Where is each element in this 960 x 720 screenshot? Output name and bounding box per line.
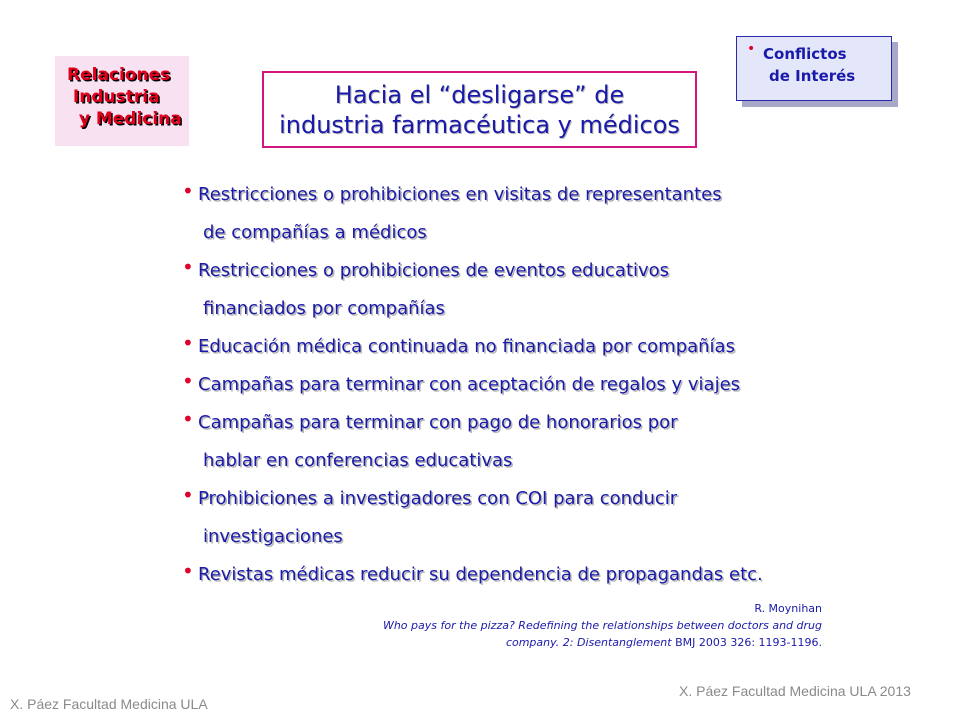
bullet-icon: •	[182, 255, 194, 279]
reference	[202, 600, 822, 651]
list-item-text: financiados por compañías	[203, 298, 445, 319]
list-item-text: Restricciones o prohibiciones en visitas de representantes	[198, 184, 722, 205]
slide-title	[264, 80, 695, 140]
list-item-text: Restricciones o prohibiciones de eventos educativos	[198, 260, 670, 281]
reference-title: Who pays for the pizza? Redefining the relationships between doctors and drug	[382, 619, 822, 632]
list-item	[182, 176, 882, 252]
list-item-text: de compañías a médicos	[203, 222, 427, 243]
coi-line-1: Conflictos	[763, 45, 847, 63]
section-tag	[55, 56, 189, 146]
list-item-text: hablar en conferencias educativas	[203, 450, 513, 471]
list-item	[182, 556, 882, 594]
bullet-icon: •	[182, 483, 194, 507]
title-line-2: industria farmacéutica y médicos	[279, 111, 680, 139]
list-item-text: Prohibiciones a investigadores con COI para conducir	[198, 488, 678, 509]
title-line-1: Hacia el “desligarse” de	[334, 81, 625, 109]
list-item	[182, 252, 882, 328]
bullet-icon: •	[182, 179, 194, 203]
list-item	[182, 404, 882, 480]
list-item-text: Revistas médicas reducir su dependencia de propagandas etc.	[198, 564, 763, 585]
footer-left: X. Páez Facultad Medicina ULA	[10, 696, 208, 712]
section-tag-text	[67, 64, 182, 130]
reference-author: R. Moynihan	[754, 602, 822, 615]
coi-box	[736, 36, 892, 101]
reference-title-end: company. 2: Disentanglement	[505, 636, 672, 649]
list-item	[182, 366, 882, 404]
reference-source	[202, 634, 822, 651]
bullet-icon: •	[182, 331, 194, 355]
bullet-list	[182, 176, 882, 594]
tag-line-2: Industria	[67, 87, 160, 107]
list-item-text: Campañas para terminar con pago de honorarios por	[198, 412, 678, 433]
list-item	[182, 328, 882, 366]
bullet-icon: •	[747, 41, 756, 57]
tag-line-1: Relaciones	[67, 65, 171, 85]
list-item-text: Educación médica continuada no financiada por compañías	[198, 336, 735, 357]
footer-right: X. Páez Facultad Medicina ULA 2013	[679, 683, 911, 699]
list-item-text: investigaciones	[203, 526, 343, 547]
title-box	[262, 71, 697, 148]
list-item	[182, 480, 882, 556]
coi-line-2: de Interés	[769, 67, 856, 85]
tag-line-3: y Medicina	[67, 109, 182, 129]
bullet-icon: •	[182, 369, 194, 393]
list-item-text: Campañas para terminar con aceptación de regalos y viajes	[198, 374, 741, 395]
reference-citation: BMJ 2003 326: 1193-1196.	[671, 636, 822, 649]
coi-text	[763, 43, 855, 87]
bullet-icon: •	[182, 407, 194, 431]
bullet-icon: •	[182, 559, 194, 583]
